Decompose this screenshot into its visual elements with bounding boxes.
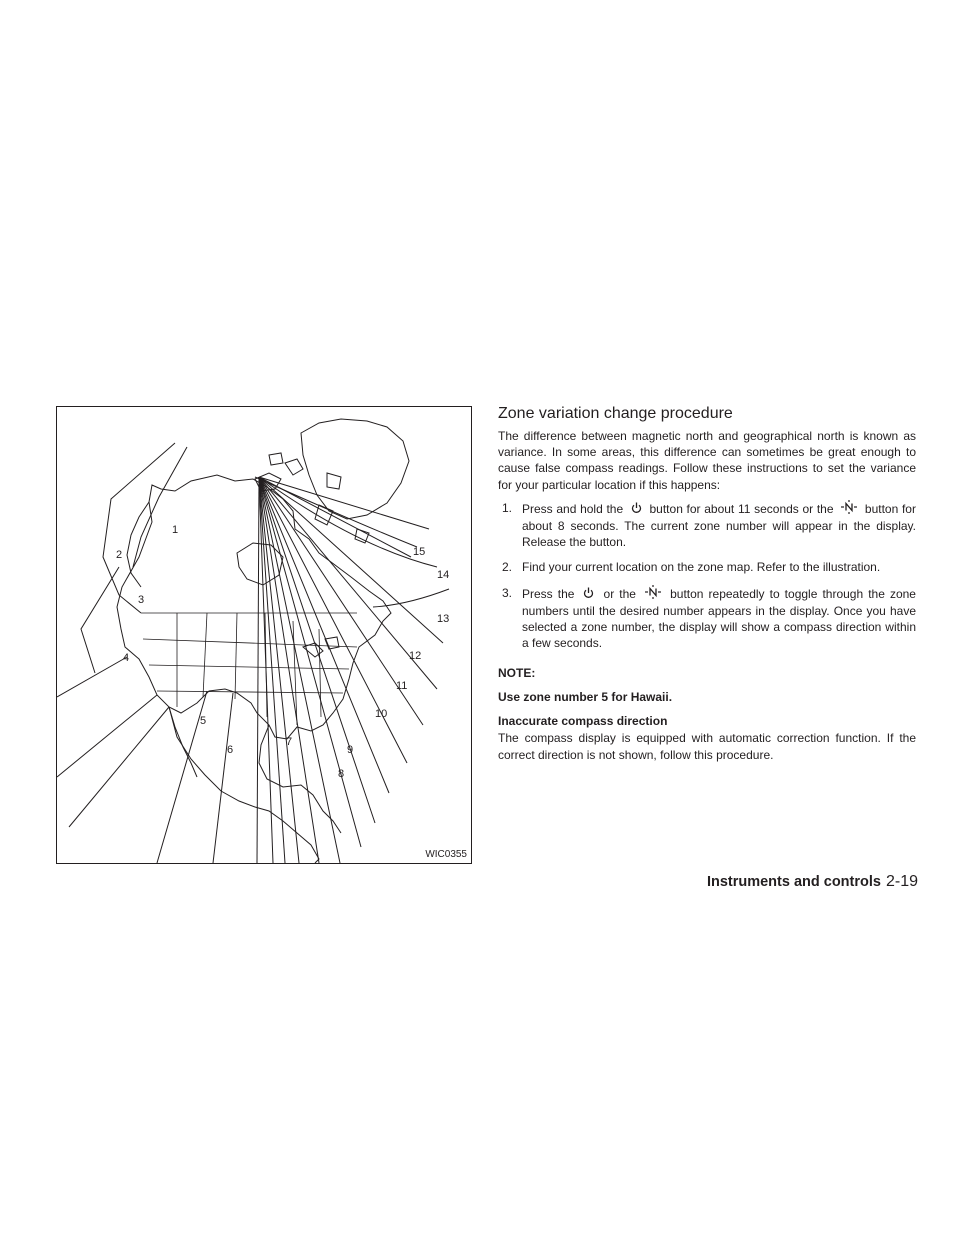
- zone-label-1: 1: [172, 524, 179, 536]
- zone-label-14: 14: [437, 569, 450, 581]
- note-label: NOTE:: [498, 666, 536, 681]
- subheading: Inaccurate compass direction: [498, 714, 668, 729]
- step-text: Find your current location on the zone map. Refer to the illustration.: [522, 560, 881, 575]
- us-state-borders: [141, 613, 357, 725]
- correction-paragraph: The compass display is equipped with automatic correction function. If the correct direction is not shown, follow this procedure.: [498, 731, 916, 762]
- compass-north-icon: [841, 500, 857, 518]
- footer-section-title: Instruments and controls: [706, 874, 881, 890]
- zone-label-4: 4: [123, 652, 130, 664]
- page-footer: [693, 873, 918, 891]
- zone-label-12: 12: [409, 650, 422, 662]
- north-america-zone-map: [57, 407, 472, 864]
- step-text: Press the: [522, 586, 575, 601]
- step-text: button repeatedly to toggle through the zone numbers until the desired number appears in the display. Once you have selected a zone number, the display will show a compass direction within a few seconds.: [522, 586, 916, 651]
- zone-label-9: 9: [347, 744, 354, 756]
- power-button-icon: [631, 502, 642, 518]
- page-number: 2-19: [885, 873, 918, 890]
- zone-label-7: 7: [286, 736, 293, 748]
- steps-list: [498, 500, 916, 652]
- step-number: 1.: [502, 500, 513, 515]
- zone-label-10: 10: [375, 708, 388, 720]
- step-text: or the: [603, 586, 636, 601]
- text-column: [498, 404, 916, 763]
- step-text: button for about 11 seconds or the: [649, 501, 834, 516]
- zone-label-5: 5: [200, 715, 207, 727]
- zone-label-13: 13: [437, 613, 450, 625]
- step-text: button for about 8 seconds. The current zone number will appear in the display. Release the button.: [522, 501, 916, 550]
- alaska-outline: [127, 502, 149, 587]
- step-number: 2.: [502, 560, 513, 575]
- islands: [255, 453, 369, 543]
- step-item: [498, 585, 916, 652]
- power-button-icon: [583, 587, 594, 603]
- landmass-outline: [117, 475, 391, 739]
- zone-label-11: 11: [396, 680, 408, 692]
- note-text: Use zone number 5 for Hawaii.: [498, 690, 673, 705]
- step-text: Press and hold the: [522, 501, 624, 516]
- compass-north-icon: [645, 585, 661, 603]
- section-heading: Zone variation change procedure: [498, 405, 733, 422]
- figure-code: WIC0355: [425, 849, 467, 860]
- step-number: 3.: [502, 585, 513, 600]
- zone-label-15: 15: [413, 546, 426, 558]
- step-item: [498, 559, 916, 575]
- zone-map-figure: [56, 406, 472, 864]
- isogonic-lines: [57, 443, 449, 863]
- zone-label-3: 3: [138, 594, 145, 606]
- hudson-bay: [237, 543, 283, 585]
- great-lakes: [303, 637, 339, 657]
- zone-label-2: 2: [116, 549, 123, 561]
- zone-label-8: 8: [338, 768, 345, 780]
- step-item: [498, 500, 916, 551]
- intro-paragraph: The difference between magnetic north and geographical north is known as variance. In some areas, this difference can sometimes be great enough to cause false compass readings. Follow these instructions to set the variance for your particular location if this happens:: [498, 429, 916, 492]
- zone-label-6: 6: [227, 744, 234, 756]
- map-drawing: [57, 419, 449, 863]
- baja-outline: [169, 707, 197, 777]
- greenland-outline: [301, 419, 409, 519]
